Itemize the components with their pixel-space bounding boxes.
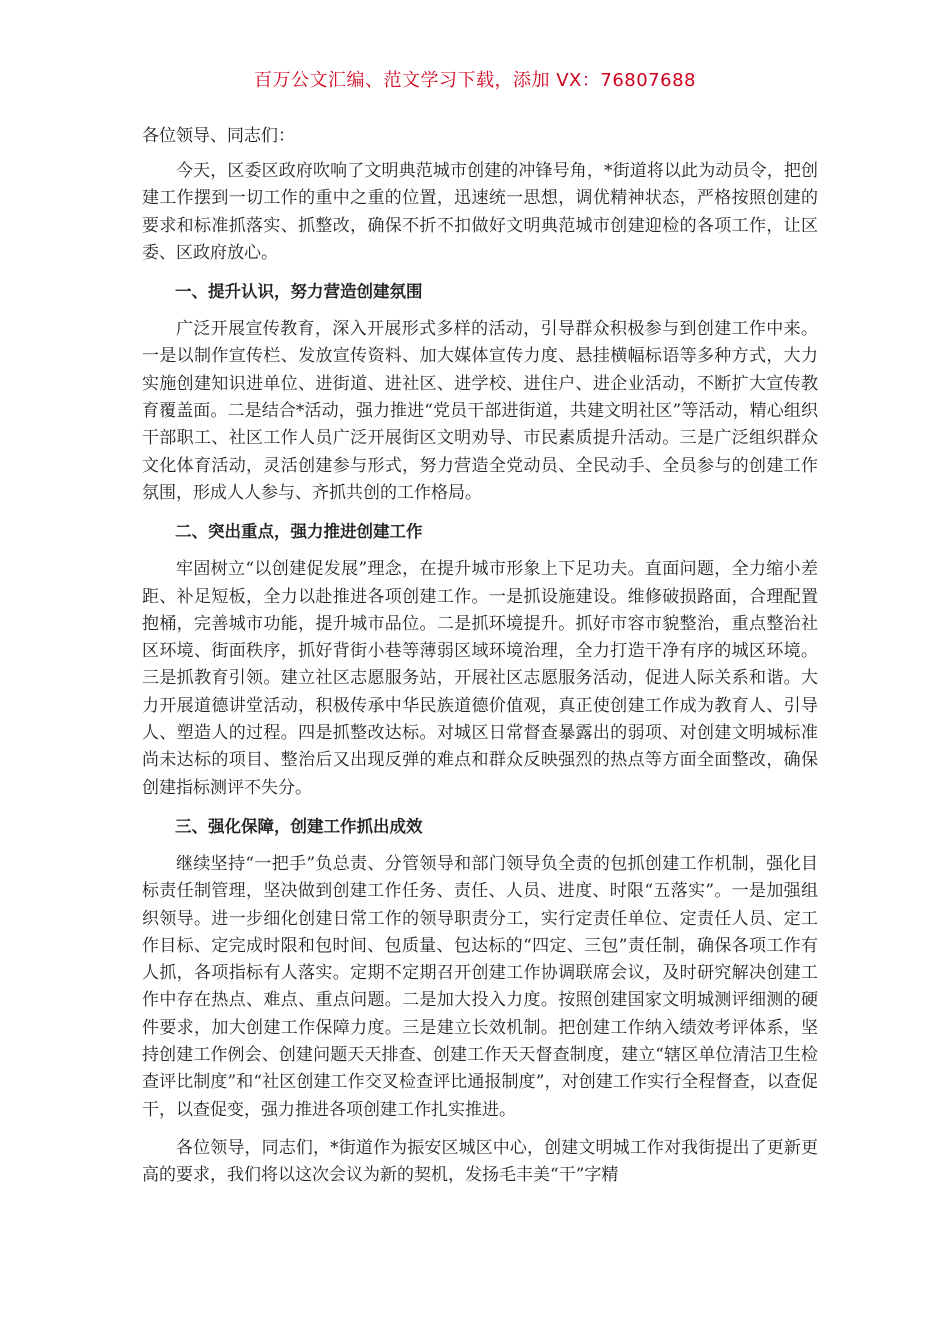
salutation: 各位领导、同志们： [142, 126, 295, 146]
closing-paragraph: 各位领导，同志们，*街道作为振安区城区中心，创建文明城工作对我街提出了更新更高的要求，我们将以这次会议为新的契机，发扬毛丰美“干”字精 [142, 1137, 818, 1186]
section-heading-1: 一、提升认识，努力营造创建氛围 [175, 282, 423, 302]
section-body-2: 牢固树立“以创建促发展”理念，在提升城市形象上下足功夫。直面问题，全力缩小差距、补足短板，全力以赴推进各项创建工作。一是抓设施建设。维修破损路面，合理配置抱桶，完善城市功能，提升城市品位。二是抓环境提升。抓好市容市貌整治，重点整治社区环境、街面秩序，抓好背街小巷等薄弱区域环境治理，全力打造干净有序的城区环境。三是抓教育引领。建立社区志愿服务站，开展社区志愿服务活动，促进人际关系和谐。大力开展道德讲堂活动，积极传承中华民族道德价值观，真正使创建工作成为教育人、引导人、塑造人的过程。四是抓整改达标。对城区日常督查暴露出的弱项、对创建文明城标准尚未达标的项目、整治后又出现反弹的难点和群众反映强烈的热点等方面全面整改，确保创建指标测评不失分。 [142, 559, 818, 798]
section-heading-2: 二、突出重点，强力推进创建工作 [175, 522, 423, 542]
section-body-3: 继续坚持“一把手”负总责、分管领导和部门领导负全责的包抓创建工作机制，强化目标责任制管理，坚决做到创建工作任务、责任、人员、进度、时限“五落实”。一是加强组织领导。进一步细化创建日常工作的领导职责分工，实行定责任单位、定责任人员、定工作目标、定完成时限和包时间、包质量、包达标的“四定、三包”责任制，确保各项工作有人抓，各项指标有人落实。定期不定期召开创建工作协调联席会议，及时研究解决创建工作中存在热点、难点、重点问题。二是加大投入力度。按照创建国家文明城测评细测的硬件要求，加大创建工作保障力度。三是建立长效机制。把创建工作纳入绩效考评体系，坚持创建工作例会、创建问题天天排查、创建工作天天督查制度，建立“辖区单位清洁卫生检查评比制度”和“社区创建工作交叉检查评比通报制度”，对创建工作实行全程督查，以查促干，以查促变，强力推进各项创建工作扎实推进。 [142, 853, 818, 1120]
document-body [142, 123, 818, 1201]
header-banner: 百万公文汇编、范文学习下载，添加 VX：76807688 [254, 70, 696, 91]
section-body-1: 广泛开展宣传教育，深入开展形式多样的活动，引导群众积极参与到创建工作中来。一是以制作宣传栏、发放宣传资料、加大媒体宣传力度、悬挂横幅标语等多种方式，大力实施创建知识进单位、进街道、进社区、进学校、进住户、进企业活动，不断扩大宣传教育覆盖面。二是结合*活动，强力推进“党员干部进街道，共建文明社区”等活动，精心组织干部职工、社区工作人员广泛开展街区文明劝导、市民素质提升活动。三是广泛组织群众文化体育活动，灵活创建参与形式，努力营造全党动员、全民动手、全员参与的创建工作氛围，形成人人参与、齐抓共创的工作格局。 [142, 319, 818, 503]
section-heading-3: 三、强化保障，创建工作抓出成效 [175, 816, 423, 836]
intro-paragraph: 今天，区委区政府吹响了文明典范城市创建的冲锋号角，*街道将以此为动员令，把创建工作摆到一切工作的重中之重的位置，迅速统一思想，调优精神状态，严格按照创建的要求和标准抓落实、抓整改，确保不折不扣做好文明典范城市创建迎检的各项工作，让区委、区政府放心。 [142, 161, 818, 263]
